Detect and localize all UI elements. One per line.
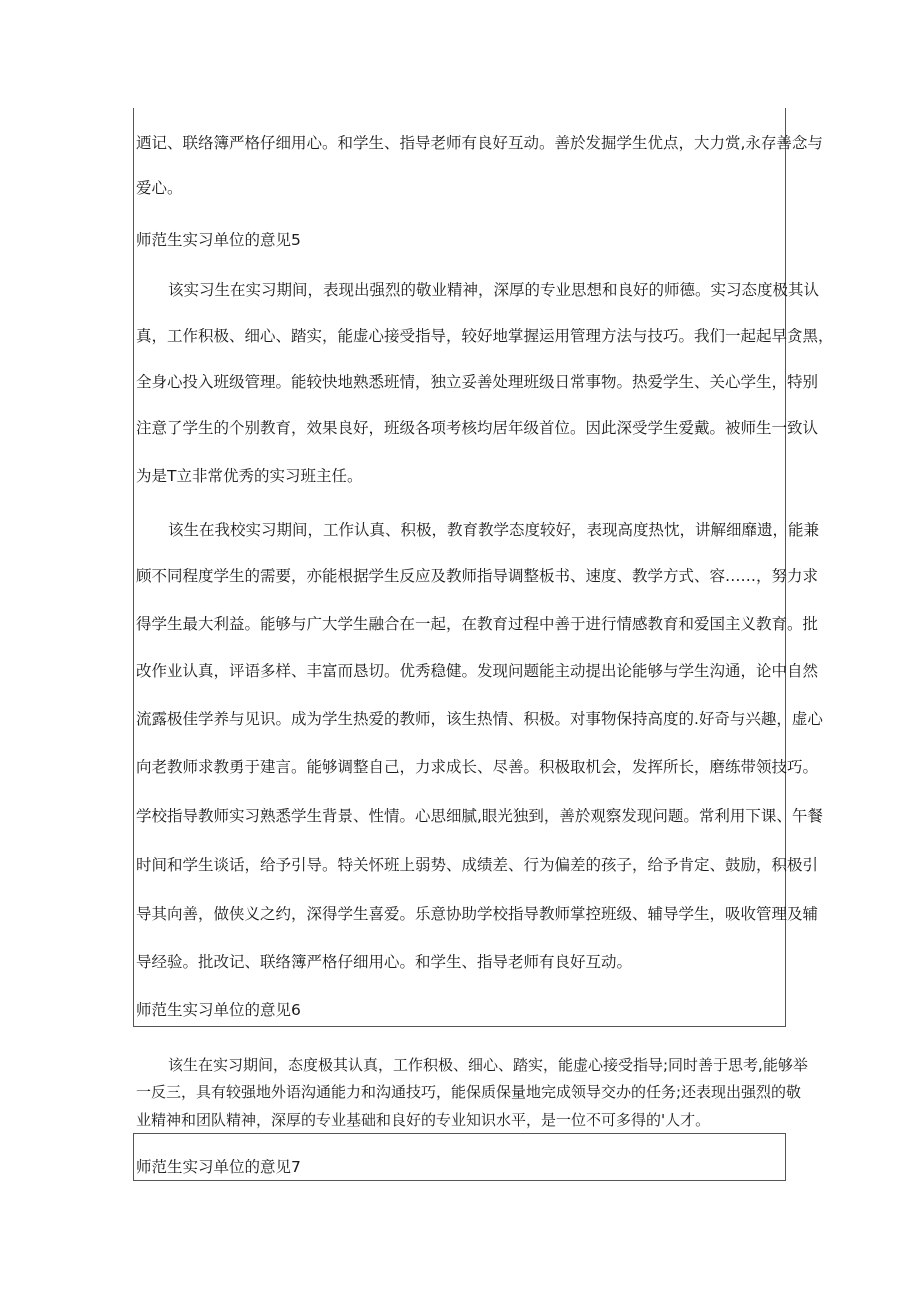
paragraph-line: 注意了学生的个别教育，效果良好，班级各项考核均居年级首位。因此深受学生爱戴。被师生一致认	[136, 419, 819, 437]
paragraph-line: 得学生最大利益。能够与广大学生融合在一起，在教育过程中善于进行情感教育和爱国主义教育。批	[136, 615, 819, 633]
paragraph-line: 该生在我校实习期间，工作认真、积极，教育教学态度较好，表现高度热忱，讲解细靡遗，能兼	[168, 521, 820, 539]
paragraph-line: 导经验。批改记、联络簿严格仔细用心。和学生、指导老师有良好互动。	[136, 953, 633, 971]
section-heading-7: 师范生实习单位的意见7	[136, 1158, 301, 1176]
paragraph-line: 顾不同程度学生的需要，亦能根据学生反应及教师指导调整板书、速度、教学方式、容……，努力求	[136, 567, 819, 585]
paragraph-line: 该实习生在实习期间，表现出强烈的敬业精神，深厚的专业思想和良好的师德。实习态度极其认	[168, 281, 820, 299]
paragraph-line: 学校指导教师实习熟悉学生背景、性情。心思细腻,眼光独到，善於观察发现问题。常利用下课、午餐	[136, 807, 823, 825]
paragraph-line: 导其向善，做侠义之约，深得学生喜爱。乐意协助学校指导教师掌控班级、辅导学生，吸收管理及辅	[136, 905, 819, 923]
paragraph-line: 全身心投入班级管理。能较快地熟悉班情，独立妥善处理班级日常事物。热爱学生、关心学生，特别	[136, 373, 819, 391]
paragraph-line: 改作业认真，评语多样、丰富而恳切。优秀稳健。发现问题能主动提出论能够与学生沟通，论中自然	[136, 662, 819, 680]
section-heading-6: 师范生实习单位的意见6	[136, 1001, 301, 1019]
paragraph-line: 向老教师求教勇于建言。能够调整自己，力求成长、尽善。积极取机会，发挥所长，磨练带领技巧。	[136, 758, 819, 776]
paragraph-line: 为是T立非常优秀的实习班主任。	[136, 467, 363, 485]
paragraph-line: 该生在实习期间，态度极其认真，工作积极、细心、踏实，能虚心接受指导;同时善于思考,能够举	[168, 1056, 808, 1074]
paragraph-line: 迺记、联络簿严格仔细用心。和学生、指导老师有良好互动。善於发掘学生优点，大力赏,永存善念与	[136, 134, 823, 152]
paragraph-line: 爱心。	[136, 179, 183, 197]
paragraph-line: 流露极佳学养与见识。成为学生热爱的教师，该生热情、积极。对事物保持高度的.好奇与兴趣，虚心	[136, 710, 823, 728]
paragraph-line: 时间和学生谈话，给予引导。特关怀班上弱势、成绩差、行为偏差的孩子，给予肯定、鼓励，积极引	[136, 856, 819, 874]
paragraph-line: 真，工作积极、细心、踏实，能虚心接受指导，较好地掌握运用管理方法与技巧。我们一起起早贪黑，	[136, 327, 834, 345]
section-heading-5: 师范生实习单位的意见5	[136, 231, 301, 249]
paragraph-line: 业精神和团队精神，深厚的专业基础和良好的专业知识水平，是一位不可多得的'人才。	[136, 1111, 711, 1129]
paragraph-line: 一反三，具有较强地外语沟通能力和沟通技巧，能保质保量地完成领导交办的任务;还表现出强烈的敬	[136, 1083, 802, 1101]
